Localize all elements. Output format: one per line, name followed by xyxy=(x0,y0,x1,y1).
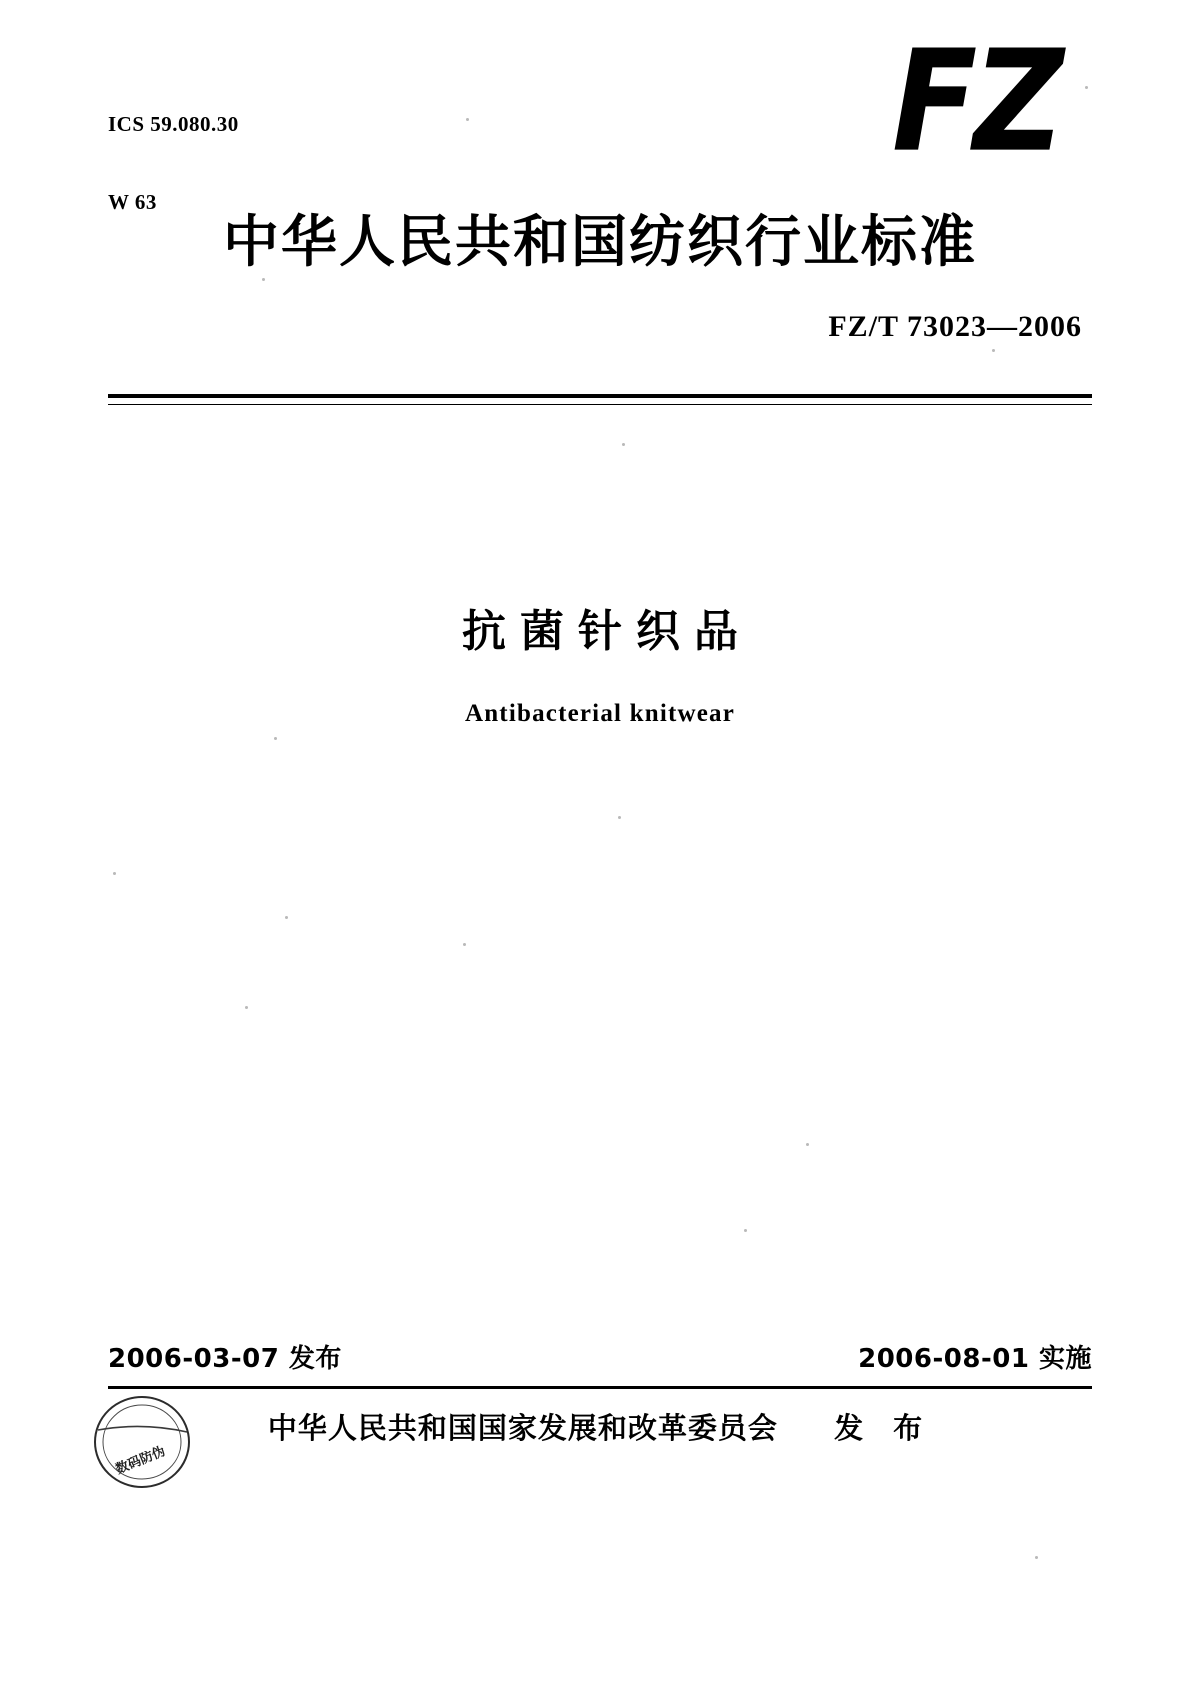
scan-speck xyxy=(992,349,995,352)
fz-logo: FZ xyxy=(891,20,1060,184)
svg-text:数码防伪: 数码防伪 xyxy=(113,1444,168,1478)
scan-speck xyxy=(274,737,277,740)
document-title-chinese: 抗菌针织品 xyxy=(462,606,752,657)
document-title-english: Antibacterial knitwear xyxy=(464,700,736,727)
anti-counterfeit-stamp-icon xyxy=(90,1390,194,1494)
standard-number: FZ/T 73023—2006 xyxy=(828,310,1082,343)
scan-speck xyxy=(744,1229,747,1232)
scan-speck xyxy=(285,916,288,919)
scan-speck xyxy=(245,1006,248,1009)
scan-speck xyxy=(463,943,466,946)
publish-verb: 发 布 xyxy=(834,1411,933,1445)
ics-code: ICS 59.080.30 xyxy=(108,111,239,136)
footer-divider xyxy=(108,1386,1092,1389)
header-divider-thick xyxy=(108,394,1092,398)
effective-date: 2006-08-01 实施 xyxy=(858,1344,1092,1374)
scan-speck xyxy=(806,1143,809,1146)
scan-speck xyxy=(113,872,116,875)
classification-code: W 63 xyxy=(108,190,157,215)
header-divider-thin xyxy=(108,404,1092,405)
scan-speck xyxy=(262,278,265,281)
publisher-name: 中华人民共和国国家发展和改革委员会 xyxy=(267,1411,778,1445)
issuing-body-heading: 中华人民共和国纺织行业标准 xyxy=(223,210,977,275)
scan-speck xyxy=(618,816,621,819)
scan-speck xyxy=(1085,86,1088,89)
scan-speck xyxy=(466,118,469,121)
scan-speck xyxy=(1035,1556,1038,1559)
scan-speck xyxy=(622,443,625,446)
issue-date: 2006-03-07 发布 xyxy=(108,1344,342,1374)
